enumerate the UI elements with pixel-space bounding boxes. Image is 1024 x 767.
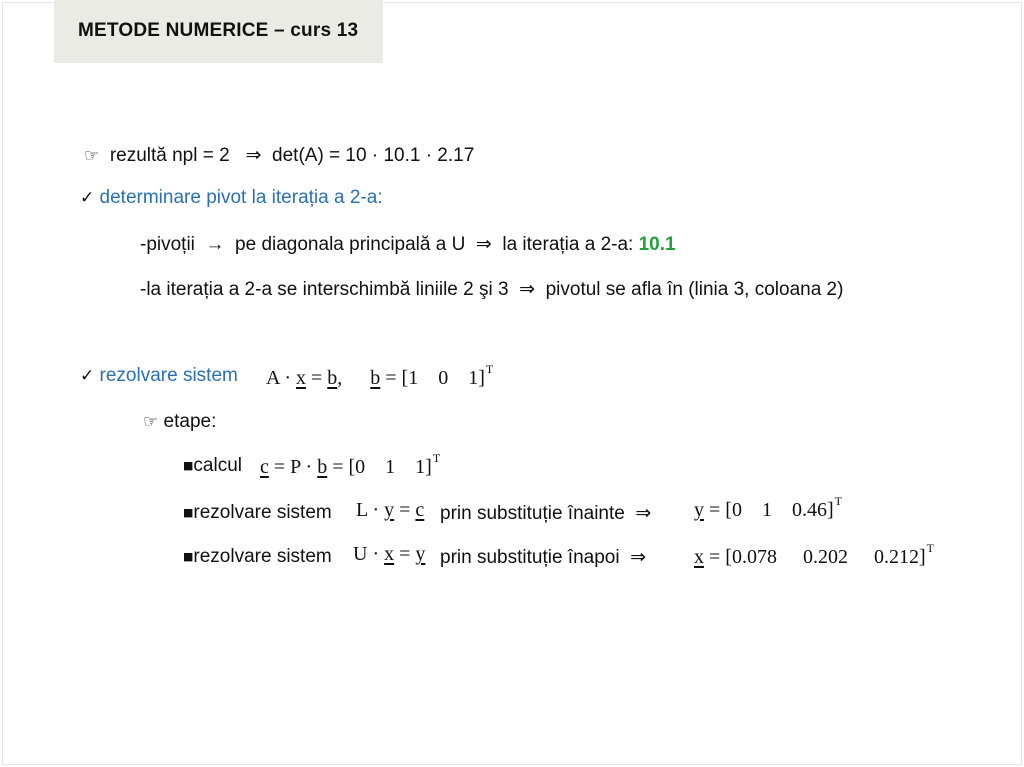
matrix-p: = P · [273,456,313,478]
forward-label: rezolvare sistem [193,502,332,523]
vector-x: x [384,543,395,565]
square-bullet-icon: ■ [183,459,194,472]
square-bullet-icon: ■ [183,550,194,563]
vector-b-value-2: 0 [438,367,449,389]
solve-heading: rezolvare sistem [99,365,238,386]
diagonal-text: pe diagonala principală a U [235,234,466,255]
vector-c: c [415,499,425,521]
vector-x: x [694,546,704,568]
implies-arrow-icon: ⇒ [635,503,652,524]
backward-method-line [440,546,646,569]
forward-method-line [440,502,651,525]
pivots-line [140,233,676,256]
step-calc-line [183,455,242,477]
transpose-sup: T [834,494,842,508]
steps-label: etape: [163,411,217,432]
result-text: rezultă npl = 2 [109,145,230,166]
vector-b: b [327,367,338,389]
pointing-hand-icon: ☞ [84,146,100,166]
backward-method: prin substituție înapoi [440,547,620,568]
vector-x: x [296,367,306,389]
vector-y: y [694,499,704,521]
transpose-sup: T [432,451,441,465]
implies-arrow-icon: ⇒ [630,547,647,568]
system-equation [266,362,493,390]
equals-sign: = [399,499,411,521]
solve-heading-line [80,365,238,387]
pivot-value: 10.1 [638,234,676,255]
checkmark-icon: ✓ [80,188,95,208]
swap-line [140,278,843,301]
matrix-l: L · [356,499,380,521]
vector-y: y [415,543,426,565]
vector-y-value-3: 0.46] [791,499,834,521]
vector-c: c [260,456,269,478]
vector-b: b [317,456,328,478]
equals-sign: = [311,367,323,389]
pivots-label: -pivoții [140,234,195,255]
vector-b-name: b [370,367,381,389]
steps-line [143,411,216,433]
backward-label: rezolvare sistem [193,546,332,567]
checkmark-icon: ✓ [80,366,95,386]
implies-arrow-icon: ⇒ [475,234,492,255]
slide-title: METODE NUMERICE – curs 13 [78,20,359,41]
calc-label: calcul [193,455,242,476]
transpose-sup: T [485,362,494,376]
vector-c-value-1: = [0 [332,456,366,478]
vector-x-value-1: = [0.078 [709,546,777,568]
vector-c-value-3: 1] [415,456,432,478]
pivot-location-text: pivotul se afla în (linia 3, coloana 2) [545,279,844,300]
transpose-sup: T [926,541,934,555]
vector-x-value-3: 0.212] [873,546,926,568]
pivot-heading-line [80,187,383,209]
vector-b-value-1: = [1 [385,367,419,389]
step-forward-line [183,502,332,524]
pivot-heading: determinare pivot la iterația a 2-a: [99,187,383,208]
step-backward-line [183,546,332,568]
vector-x-value-2: 0.202 [802,546,848,568]
forward-result [694,494,842,522]
vector-y: y [384,499,395,521]
pointing-hand-icon: ☞ [143,412,159,432]
swap-text: -la iterația a 2-a se interschimbă liniile 2 şi 3 [140,279,509,300]
iteration-text: la iterația a 2-a: [502,234,634,255]
equals-sign: = [399,543,411,565]
matrix-u: U · [353,543,380,565]
calc-equation [260,451,440,479]
vector-c-value-2: 1 [385,456,396,478]
matrix-a: A · [266,367,291,389]
vector-y-value-1: = [0 [709,499,742,521]
backward-system [353,543,425,566]
forward-system [356,499,424,522]
determinant-text: det(A) = 10 · 10.1 · 2.17 [272,145,475,166]
right-arrow-icon: → [205,234,225,255]
implies-arrow-icon: ⇒ [519,279,536,300]
implies-arrow-icon: ⇒ [245,145,262,166]
forward-method: prin substituție înainte [440,503,625,524]
result-line [84,144,474,167]
comma: , [337,367,343,389]
vector-y-value-2: 1 [761,499,772,521]
backward-result [694,541,934,569]
square-bullet-icon: ■ [183,506,194,519]
vector-b-value-3: 1] [468,367,485,389]
